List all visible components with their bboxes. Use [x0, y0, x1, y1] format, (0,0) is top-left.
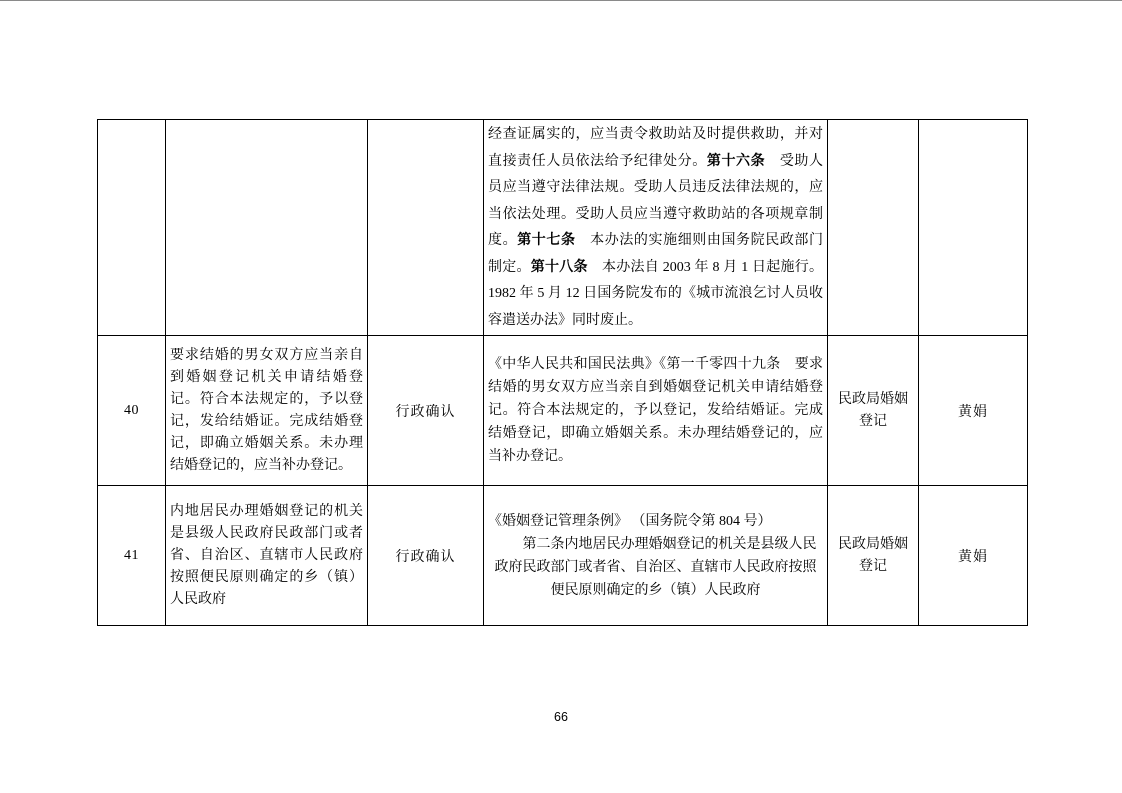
item-description-cell: 要求结婚的男女双方应当亲自到婚姻登记机关申请结婚登记。符合本法规定的，予以登记，发给结婚证。完成结婚登记，即确立婚姻关系。未办理结婚登记的，应当补办登记。 [166, 336, 368, 486]
approval-items-table [97, 119, 1028, 626]
legal-basis-cell [484, 120, 828, 336]
legal-basis-cell: 《中华人民共和国民法典》《第一千零四十九条 要求结婚的男女双方应当亲自到婚姻登记机关申请结婚登记。符合本法规定的，予以登记，发给结婚证。完成结婚登记，即确立婚姻关系。未办理结婚登记的，应当补办登记。 [484, 336, 828, 486]
table-row-41 [98, 486, 1028, 626]
department-cell [828, 120, 919, 336]
row-number-cell: 41 [98, 486, 166, 626]
approval-type-cell [368, 120, 484, 336]
department-cell: 民政局婚姻登记 [828, 486, 919, 626]
row-number-cell [98, 120, 166, 336]
approval-type-cell: 行政确认 [368, 486, 484, 626]
legal-basis-continued-text: 经查证属实的，应当责令救助站及时提供救助，并对直接责任人员依法给予纪律处分。第十六条 受助人员应当遵守法律法规。受助人员违反法律法规的，应当依法处理。受助人员应当遵守救助站的各项规章制度。第十七条 本办法的实施细则由国务院民政部门制定。第十八条 本办法自 2003 年 8 月 1 日起施行。1982 年 5 月 12 日国务院发布的《城市流浪乞讨人员收容遣送办法》同时废止。 [488, 127, 824, 328]
assignee-cell [919, 120, 1028, 336]
approval-type-cell: 行政确认 [368, 336, 484, 486]
page-number: 66 [554, 710, 568, 724]
department-cell: 民政局婚姻登记 [828, 336, 919, 486]
legal-basis-cell [484, 486, 828, 626]
assignee-cell: 黄娟 [919, 486, 1028, 626]
item-description-cell [166, 120, 368, 336]
assignee-cell: 黄娟 [919, 336, 1028, 486]
item-description-cell: 内地居民办理婚姻登记的机关是县级人民政府民政部门或者省、自治区、直辖市人民政府按照便民原则确定的乡（镇）人民政府 [166, 486, 368, 626]
legal-basis-article-line: 第二条内地居民办理婚姻登记的机关是县级人民政府民政部门或者省、自治区、直辖市人民政府按照便民原则确定的乡（镇）人民政府 [494, 536, 817, 598]
table-row-40 [98, 336, 1028, 486]
row-number-cell: 40 [98, 336, 166, 486]
legal-basis-title-line: 《婚姻登记管理条例》 （国务院令第 804 号） [488, 513, 772, 529]
table-row-continued [98, 120, 1028, 336]
page-edge-line [0, 0, 1122, 1]
